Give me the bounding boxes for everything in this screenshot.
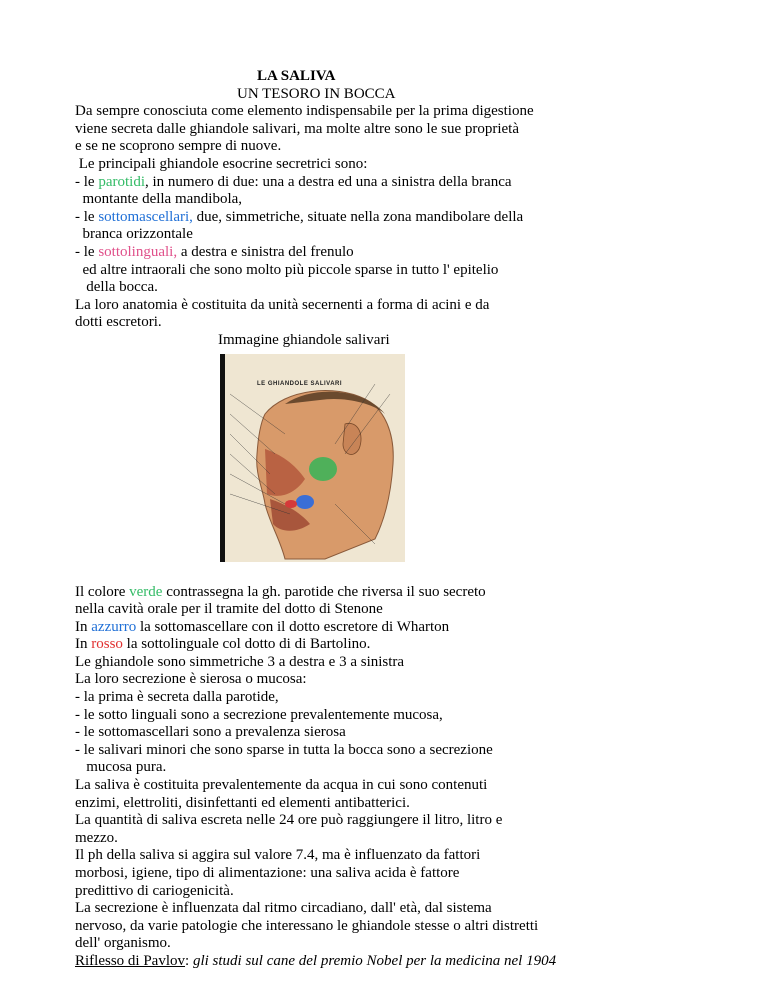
pavlov-line — [75, 953, 735, 971]
gland-sottomascellari-cont: branca orizzontale — [75, 226, 193, 243]
intro-line: e se ne scoprono sempre di nuove. — [75, 138, 282, 155]
text-prefix: Il colore — [75, 583, 130, 600]
anatomy-line: La loro anatomia è costituita da unità secernenti a forma di acini e da — [75, 296, 490, 313]
gland-prefix: - le — [75, 243, 99, 260]
document-page — [75, 68, 735, 971]
doc-subtitle: UN TESORO IN BOCCA — [237, 85, 396, 102]
text-prefix: In — [75, 618, 92, 635]
gland-suffix: due, simmetriche, situate nella zona mandibolare della — [192, 208, 524, 225]
text-suffix: la sottomascellare con il dotto escretore di Wharton — [136, 618, 450, 635]
parotidi-term: parotidi — [98, 173, 145, 190]
body-line: enzimi, elettroliti, disinfettanti ed elementi antibatterici. — [75, 794, 410, 811]
intro-line: Le principali ghiandole esocrine secretrici sono: — [75, 155, 368, 172]
gland-sottolinguali-line — [75, 244, 735, 262]
sottomascellari-term: sottomascellari, — [98, 208, 193, 225]
gland-sottomascellari-line — [75, 209, 735, 227]
body-line: mucosa pura. — [75, 759, 167, 776]
body-line: nervoso, da varie patologie che interessano le ghiandole stesse o altri distretti — [75, 917, 539, 934]
pavlov-link[interactable]: Riflesso di Pavlov — [75, 952, 186, 969]
gland-suffix: a destra e sinistra del frenulo — [177, 243, 354, 260]
sottolinguali-term: sottolinguali, — [98, 243, 178, 260]
body-line: morbosi, igiene, tipo di alimentazione: una saliva acida è fattore — [75, 865, 460, 881]
gland-sottolinguali-cont: ed altre intraorali che sono molto più piccole sparse in tutto l' epitelio — [75, 261, 499, 278]
text-suffix: contrassegna la gh. parotide che riversa il suo secreto — [162, 583, 486, 600]
intro-line: viene secreta dalle ghiandole salivari, ma molte altre sono le sue proprietà — [75, 120, 519, 137]
gland-suffix: , in numero di due: una a destra ed una a sinistra della branca — [144, 173, 512, 190]
body-line: Il ph della saliva si aggira sul valore 7.4, ma è influenzato da fattori — [75, 847, 481, 864]
color-verde-cont: nella cavità orale per il tramite del dotto di Stenone — [75, 601, 383, 618]
body-line: dell' organismo. — [75, 935, 171, 952]
pavlov-description: gli studi sul cane del premio Nobel per la medicina nel 1904 — [192, 952, 557, 969]
body-line: predittivo di cariogenicità. — [75, 882, 234, 899]
body-line: La secrezione è influenzata dal ritmo circadiano, dall' età, dal sistema — [75, 900, 492, 917]
body-line: - le salivari minori che sono sparse in tutta la bocca sono a secrezione — [75, 741, 493, 758]
body-line: - le sotto linguali sono a secrezione prevalentemente mucosa, — [75, 706, 443, 723]
image-caption: Immagine ghiandole salivari — [218, 331, 390, 348]
body-line: - la prima è secreta dalla parotide, — [75, 689, 279, 706]
gland-sottolinguali-cont: della bocca. — [75, 279, 158, 296]
color-verde-line — [75, 584, 735, 602]
intro-line: Da sempre conosciuta come elemento indispensabile per la prima digestione — [75, 103, 534, 120]
gland-parotidi-line — [75, 174, 735, 192]
color-azzurro-line — [75, 619, 735, 637]
anatomy-line: dotti escretori. — [75, 314, 162, 331]
body-line: mezzo. — [75, 829, 118, 846]
verde-word: verde — [129, 583, 163, 600]
body-line: Le ghiandole sono simmetriche 3 a destra e 3 a sinistra — [75, 653, 405, 670]
body-line: - le sottomascellari sono a prevalenza sierosa — [75, 724, 346, 741]
text-suffix: la sottolinguale col dotto di di Bartolino. — [122, 636, 371, 653]
rosso-word: rosso — [91, 636, 123, 653]
text-prefix: In — [75, 636, 92, 653]
figure-wrapper — [75, 354, 735, 570]
body-line: La quantità di saliva escreta nelle 24 ore può raggiungere il litro, litro e — [75, 812, 503, 829]
azzurro-word: azzurro — [91, 618, 137, 635]
gland-prefix: - le — [75, 208, 99, 225]
body-line: La loro secrezione è sierosa o mucosa: — [75, 671, 307, 688]
color-rosso-line — [75, 636, 735, 654]
pavlov-separator: : — [185, 952, 193, 969]
gland-parotidi-cont: montante della mandibola, — [75, 191, 243, 208]
doc-title: LA SALIVA — [257, 68, 336, 84]
figure-title: LE GHIANDOLE SALIVARI — [257, 380, 343, 387]
gland-prefix: - le — [75, 173, 99, 190]
salivary-glands-illustration — [220, 354, 405, 562]
body-line: La saliva è costituita prevalentemente da acqua in cui sono contenuti — [75, 777, 488, 794]
